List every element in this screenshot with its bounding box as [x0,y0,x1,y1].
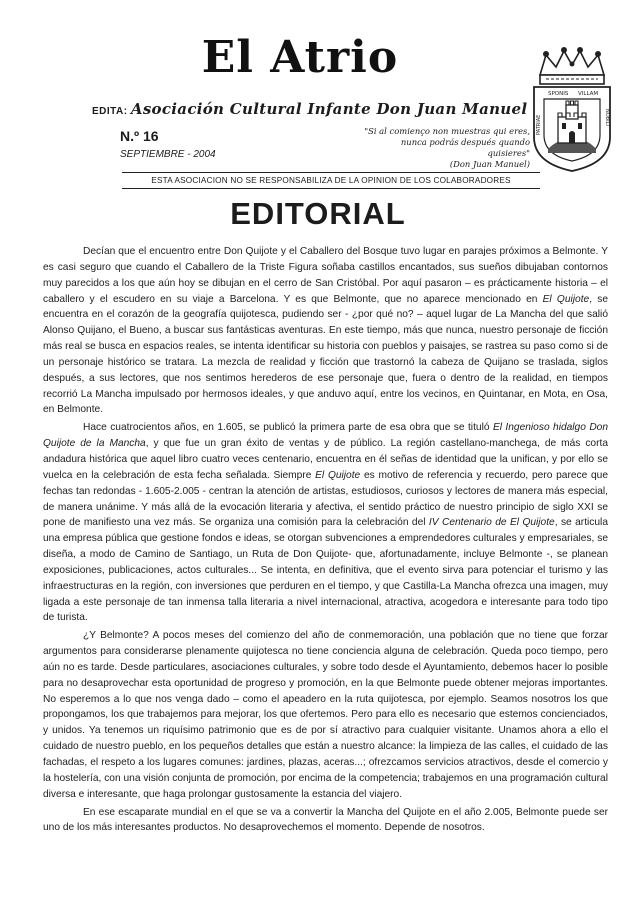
paragraph-text: , se encuentra en el corazón de la geografía quijotesca, pudiendo ser - ¿por qué no? – aquel lugar de La Mancha del que salió Alonso Quijano, el Bueno, a buscar sus fantásticas aventuras. En este tiempo, más que nunca, nuestro personaje de ficción más real se busca en espacios reales, se intenta identificar su historia con pueblos y paisajes, se rastrea su paso como si de un personaje histórico se tratara. La mezcla de realidad y ficción que trastornó la cabeza de Quijano se traslada, siglos después, a sus lectores, que nos sentimos herederos de ese personaje que, fuera o dentro de la realidad, en tiempos recorrió La Mancha impulsado por hermosos ideales, y que anduvo aquí, entre los vecinos, en Quintanar, en Mota, en Osa, en Belmonte. [43,293,609,416]
quote-line: "Si al comienço non muestras qui eres, [364,126,530,136]
book-title-italic: El Ingenioso hidalgo Don Quijote de la Mancha [43,422,609,450]
disclaimer: ESTA ASOCIACION NO SE RESPONSABILIZA DE LA OPINION DE LOS COLABORADORES [151,176,511,185]
crest-motto-top: SPONIS [548,91,569,97]
event-title-italic: IV Centenario de El Quijote [428,517,555,529]
quote-author: (Don Juan Manuel) [449,159,530,169]
epigraph-quote [360,126,530,170]
crown-icon [540,47,604,84]
quote-line: nunca podrás después quando quisieres" [400,137,530,158]
publisher-name: Asociación Cultural Infante Don Juan Manuel [130,100,528,118]
book-title-italic: El Quijote [542,293,590,305]
paragraph: En ese escaparate mundial en el que se va a convertir la Mancha del Quijote en el año 2.005, Belmonte puede ser uno de los más interesantes productos. No desaprovechemos el momento. Depende de nosotros. [43,806,608,834]
publisher-line [92,100,527,118]
paragraph-text: , se articula una empresa pública que gestione fondos e ideas, se otorgan subvenciones a emprendedores culturales y empresariales, se diseña, a modo de Camino de Santiago, un Ruta de Don Quijote- que, afortunadamente, incluye Belmonte -, se planean exposiciones, publicaciones, actos culturales... Se intenta, en definitiva, que el evento sirva para potenciar el turismo y las infraestructuras en la región, con inversiones que perduren en el tiempo, y que Castilla-La Mancha ofrezca una imagen, muy ligada a este personaje de tan inmensa talla literaria a nivel internacional, atractiva, acogedora e interesante para todo tipo de turista. [43,517,608,624]
paragraph: ¿Y Belmonte? A pocos meses del comienzo del año de conmemoración, una población que no tiene que forzar argumentos para considerarse plenamente quijotesca no tiene conciencia alguna de celebración. Queda poco tiempo, pero aún no es tarde. Desde particulares, asociaciones culturales, y sobre todo desde el Ayuntamiento, debemos hacer lo posible para no desaprovechar esta oportunidad de progreso y promoción, en la que Belmonte puede obtener mejoras importantes. No esperemos a lo que nos venga dado – como el apeadero en la ruta quijotesca, por ejemplo. Seamos nosotros los que propongamos, los que trabajemos para mejorar, los que ofertemos. Pero para ello es necesario que estemos concienciados, y unidos. Ya tenemos un riquísimo patrimonio que es de por sí atractivo para cualquier visitante. Unamos ahora a ello el cuidado de nuestro pueblo, en los pequeños detalles que están a nuestro alcance: la limpieza de las calles, el cuidado de las fachadas, el respeto a los lugares comunes: jardines, plazas, aceras...; ofrezcamos servicios atractivos, desde el comercio y la hostelería, con una visión conjunta de promoción, por encima de la competencia; trabajemos en una programación cultural diversa e interesante, que haga prolongar gustosamente la estancia del viajero. [43,630,608,800]
paragraph [43,420,608,626]
divider-top [122,172,540,173]
section-heading: EDITORIAL [230,196,406,231]
book-title-italic: El Quijote [315,469,361,481]
issue-number: N.º 16 [120,128,159,144]
editorial-body [43,244,608,836]
paragraph-text: , y que fue un gran éxito de ventas y de público. La región castellano-manchega, de más corta andadura histórica que aquel libro cuatro veces centenario, encuentra en él señas de identidad que la unifican, y por ello se vuelca en la celebración de esta fecha señalada. Siempre [43,438,608,481]
divider-bottom [122,188,540,189]
paragraph-text: Hace cuatrocientos años, en 1.605, se publicó la primera parte de esa obra que se tituló [83,422,493,434]
paragraph-text: es motivo de referencia y recuerdo, pero parece que fechas tan redondas - 1.605-2.005 - centran la atención de artistas, estudiosos, curiosos y lectores de manera más especial, de manera unánime. Y más allá de la evocación literaria y afectiva, el sentido práctico de nuestro principio de siglo XXI se pone de manifiesto una vez más. Se organiza una comisión para la celebración del [43,469,608,529]
newsletter-title: El Atrio [201,32,399,83]
issue-date: SEPTIEMBRE - 2004 [120,149,216,160]
paragraph [43,244,608,418]
crest-motto-top: VILLAM [578,91,599,97]
belmonte-coat-of-arms-icon [526,45,618,175]
crest-motto-right: NOBILI [604,109,610,126]
paragraph-text: Decían que el encuentro entre Don Quijote y el Caballero del Bosque tuvo lugar en parajes próximos a Belmonte. Y es casi seguro que cuando el Caballero de la Triste Figura soñaba castillos encantados, sus sueños dibujaban contornos muy parecidos a los que aún hoy se dibujan en el cerro de San Cristóbal. Por aquí pasaron – es prácticamente historia – el caballero y el escudero en su viaje a Barcelona. Y es que Belmonte, que no aparece mencionado en [43,246,608,305]
crest-motto-left: PATRIAE [536,114,542,135]
edita-label: EDITA: [92,106,128,117]
